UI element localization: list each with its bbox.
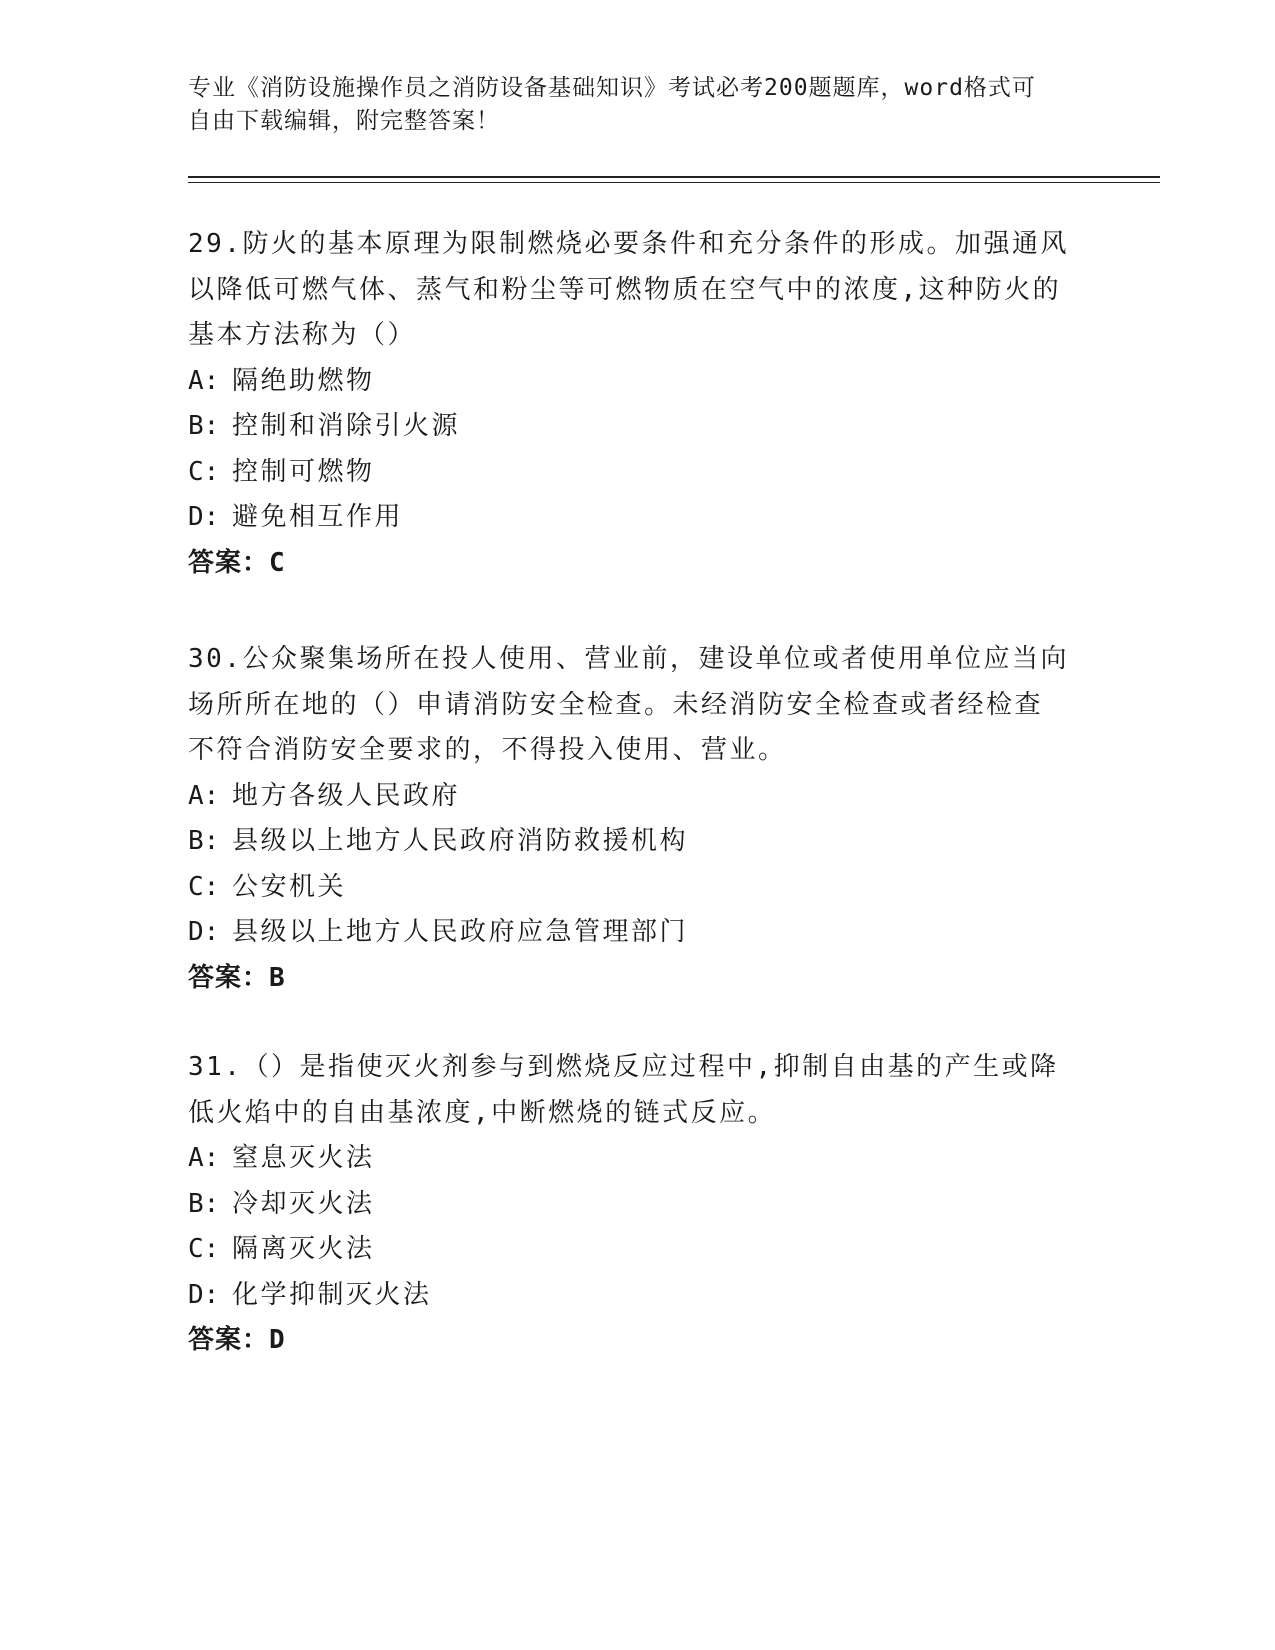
option-letter: D: [188, 502, 220, 532]
option-text: 县级以上地方人民政府应急管理部门 [232, 917, 689, 947]
question-text-line: 场所所在地的（）申请消防安全检查。未经消防安全检查或者经检查 [188, 689, 1044, 720]
header-line-2: 自由下载编辑，附完整答案！ [188, 108, 500, 134]
option-letter: C: [188, 871, 220, 902]
question-text-line: 基本方法称为（） [188, 320, 417, 350]
option-b [188, 819, 1088, 865]
option-letter: D: [188, 1279, 220, 1310]
question-30 [188, 637, 1088, 1001]
option-letter: D: [188, 917, 220, 947]
option-d [188, 910, 1088, 956]
option-letter: C: [188, 456, 220, 487]
option-c [188, 450, 1088, 496]
option-a [188, 774, 1088, 820]
answer-label: 答案： [188, 1325, 270, 1355]
question-31 [188, 1045, 1088, 1364]
option-letter: B: [188, 826, 220, 856]
option-letter: B: [188, 411, 220, 441]
answer-value: C [269, 547, 285, 578]
answer-value: D [269, 1325, 285, 1355]
header-divider-thick [188, 176, 1160, 178]
answer-line [188, 541, 1088, 587]
option-text: 化学抑制灭火法 [232, 1279, 432, 1310]
answer-line [188, 956, 1088, 1002]
option-text: 县级以上地方人民政府消防救援机构 [232, 826, 689, 856]
question-text-line: 以降低可燃气体、蒸气和粉尘等可燃物质在空气中的浓度,这种防火的 [188, 274, 1062, 305]
option-c [188, 1227, 1088, 1273]
option-a [188, 359, 1088, 405]
option-letter: A: [188, 365, 220, 396]
question-29 [188, 222, 1088, 586]
option-text: 避免相互作用 [232, 502, 404, 532]
option-text: 地方各级人民政府 [232, 780, 461, 811]
option-a [188, 1136, 1088, 1182]
option-c [188, 865, 1088, 911]
option-text: 控制可燃物 [232, 456, 375, 487]
option-text: 控制和消除引火源 [232, 411, 461, 441]
question-text-line: 29.防火的基本原理为限制燃烧必要条件和充分条件的形成。加强通风 [188, 229, 1069, 259]
option-letter: A: [188, 1143, 220, 1173]
option-letter: C: [188, 1234, 220, 1264]
answer-value: B [269, 962, 285, 993]
option-d [188, 1273, 1088, 1319]
option-d [188, 495, 1088, 541]
answer-line [188, 1318, 1088, 1364]
question-text-line: 31.（）是指使灭火剂参与到燃烧反应过程中,抑制自由基的产生或降 [188, 1052, 1059, 1082]
question-text-line: 30.公众聚集场所在投人使用、营业前，建设单位或者使用单位应当向 [188, 644, 1069, 674]
answer-label: 答案： [188, 962, 270, 993]
option-text: 窒息灭火法 [232, 1143, 375, 1173]
question-text-line: 不符合消防安全要求的，不得投入使用、营业。 [188, 735, 787, 765]
option-text: 公安机关 [232, 871, 347, 902]
header-divider-thin [188, 182, 1160, 183]
option-text: 冷却灭火法 [232, 1188, 375, 1219]
option-b [188, 404, 1088, 450]
option-letter: B: [188, 1188, 220, 1219]
option-text: 隔绝助燃物 [232, 365, 375, 396]
question-text-line: 低火焰中的自由基浓度,中断燃烧的链式反应。 [188, 1097, 777, 1128]
answer-label: 答案： [188, 547, 270, 578]
header-line-1: 专业《消防设施操作员之消防设备基础知识》考试必考200题题库，word格式可 [188, 75, 1036, 101]
option-letter: A: [188, 780, 220, 811]
option-b [188, 1182, 1088, 1228]
option-text: 隔离灭火法 [232, 1234, 375, 1264]
document-header [188, 72, 1068, 138]
